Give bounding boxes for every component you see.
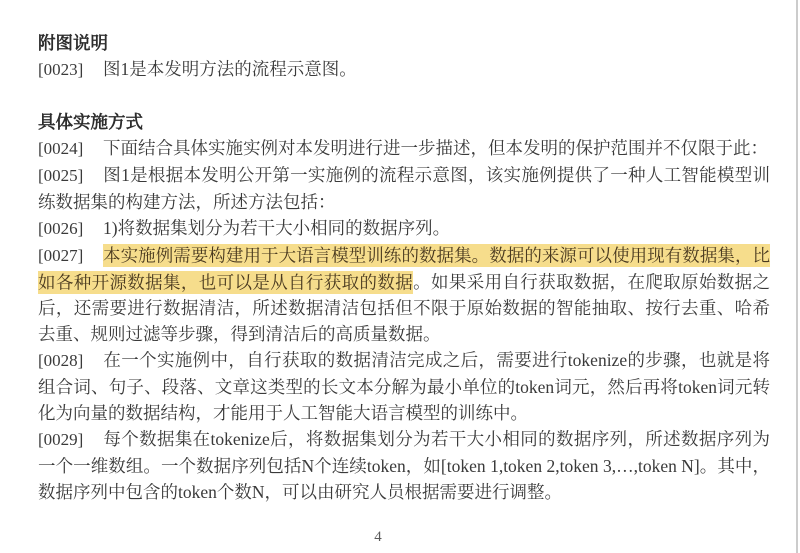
- paragraph-number: [0027]: [38, 246, 84, 265]
- paragraph-0026: [38, 215, 770, 242]
- paragraph-0025: [38, 162, 770, 215]
- paragraph-text: 1)将数据集划分为若干大小相同的数据序列。: [103, 218, 451, 238]
- section-heading-figure-description: 附图说明: [38, 33, 108, 53]
- paragraph-text: 图1是根据本发明公开第一实施例的流程示意图，该实施例提供了一种人工智能模型训练数据集的构建方法，所述方法包括：: [38, 165, 770, 212]
- paragraph-text: 每个数据集在tokenize后，将数据集划分为若干大小相同的数据序列，所述数据序列为一个一维数组。一个数据序列包括N个连续token，如[token 1,token 2,token 3,…,token N]。其中，数据序列中包含的token个数N，可以由研究人员根据需要进行调整。: [38, 429, 770, 502]
- section-heading-detailed-description: 具体实施方式: [38, 112, 143, 132]
- page-right-edge-divider: [796, 0, 798, 553]
- paragraph-number: [0026]: [38, 219, 84, 238]
- paragraph-text: 下面结合具体实施实例对本发明进行进一步描述，但本发明的保护范围并不仅限于此：: [103, 138, 768, 158]
- paragraph-text: 图1是本发明方法的流程示意图。: [103, 59, 357, 79]
- highlighted-text: 本实施例需要构建用于大语言模型训练的数据集。数据的来源可以使用现有数据集，比如各种开源数据集，也可以是从自行获取的数据: [38, 245, 770, 292]
- paragraph-number: [0028]: [38, 351, 84, 370]
- paragraph-0027: [38, 242, 770, 347]
- paragraph-number: [0029]: [38, 430, 84, 449]
- paragraph-0023: [38, 56, 770, 83]
- paragraph-text: 。如果采用自行获取数据，在爬取原始数据之后，还需要进行数据清洁，所述数据清洁包括但不限于原始数据的智能抽取、按行去重、哈希去重、规则过滤等步骤，得到清洁后的高质量数据。: [38, 272, 771, 344]
- paragraph-number: [0024]: [38, 139, 84, 158]
- paragraph-text: 在一个实施例中，自行获取的数据清洁完成之后，需要进行tokenize的步骤，也就是将组合词、句子、段落、文章这类型的长文本分解为最小单位的token词元，然后再将token词元转化为向量的数据结构，才能用于人工智能大语言模型的训练中。: [38, 350, 770, 423]
- paragraph-0024: [38, 135, 770, 162]
- paragraph-number: [0023]: [38, 60, 84, 79]
- page-number: 4: [374, 529, 382, 545]
- paragraph-number: [0025]: [38, 166, 84, 185]
- paragraph-0029: [38, 426, 770, 505]
- paragraph-0028: [38, 347, 770, 426]
